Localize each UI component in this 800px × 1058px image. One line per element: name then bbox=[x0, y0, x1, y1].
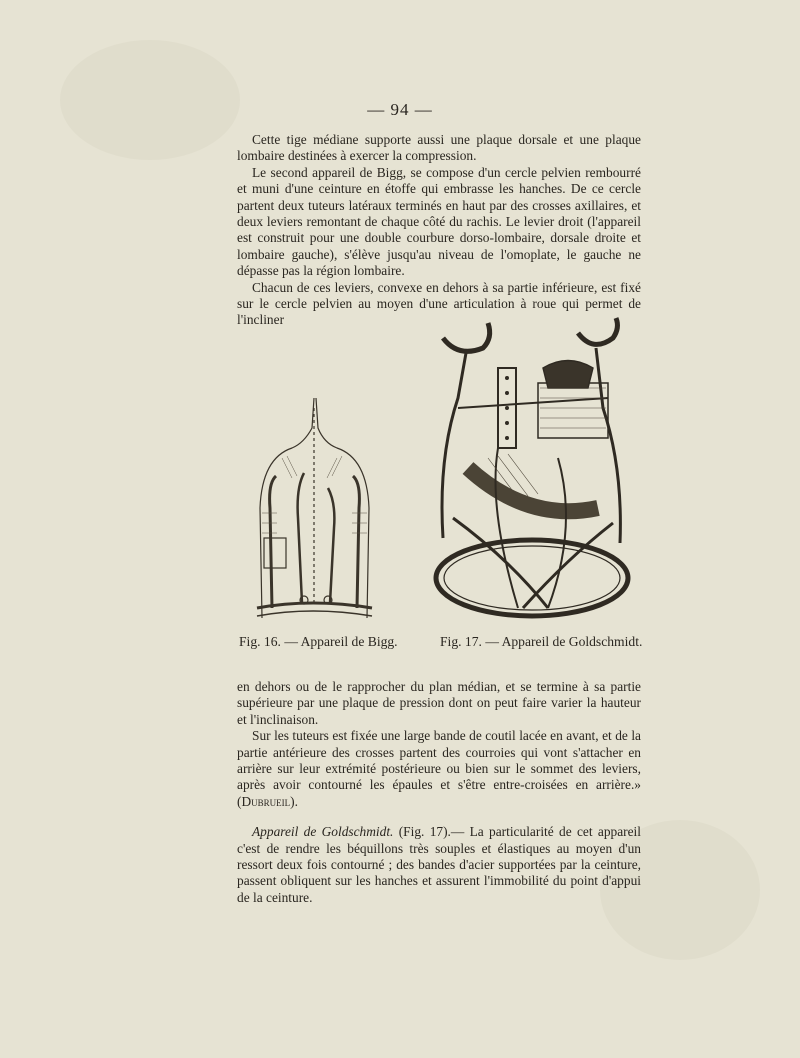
bigg-apparatus-illustration bbox=[242, 388, 382, 628]
figure-17-caption: Fig. 17. — Appareil de Goldschmidt. bbox=[440, 634, 643, 649]
paragraph: Le second appareil de Bigg, se compose d'un cercle pelvien rembourré et muni d'une ceinture en étoffe qui embrasse les hanches. De ce cercle partent deux tuteurs latéraux terminés en haut par des crosses axillaires, et deux leviers remontant de chaque côté du rachis. Le levier droit (l'appareil est construit pour une double courbure dorso-lombaire, dorsale droite et lombaire gauche), s'élève jusqu'au niveau de l'omoplate, le gauche ne dépasse pas la région lombaire. bbox=[237, 164, 641, 279]
paragraph: Cette tige médiane supporte aussi une plaque dorsale et une plaque lombaire destinées à exercer la compression. bbox=[237, 132, 641, 164]
paragraph: Chacun de ces leviers, convexe en dehors à sa partie inférieure, est fixé sur le cercle pelvien au moyen d'une articulation à roue qui permet de l'incliner bbox=[237, 279, 641, 328]
text-block-middle bbox=[237, 679, 641, 906]
goldschmidt-apparatus-illustration bbox=[428, 308, 638, 628]
source-citation: (Dubrueil). bbox=[237, 793, 298, 809]
paragraph-text: Sur les tuteurs est fixée une large bande de coutil lacée en avant, et de la partie antérieure des crosses partent des courroies qui vont s'attacher en arrière sur leur extrémité postérieure ou bien sur le sommet des leviers, après avoir contourné les épaules et s'être entre-croisées en arrière.» bbox=[237, 728, 641, 793]
paragraph bbox=[237, 824, 641, 906]
text-block-top bbox=[237, 132, 641, 329]
paragraph: en dehors ou de le rapprocher du plan médian, et se termine à sa partie supérieure par une plaque de pression dont on peut faire varier la hauteur et l'inclinaison. bbox=[237, 679, 641, 727]
figure-16-caption: Fig. 16. — Appareil de Bigg. bbox=[239, 634, 398, 649]
paragraph bbox=[237, 728, 641, 810]
section-title: Appareil de Goldschmidt. bbox=[252, 824, 394, 840]
figure-area bbox=[236, 308, 646, 648]
paragraph-text: (Fig. 17).— La particularité de cet appareil c'est de rendre les béquillons très souples et élastiques au moyen d'un ressort deux fois contourné ; des bandes d'acier supportées par la ceinture, passent obliquent sur les hanches et assurent l'immobilité du point d'appui de la ceinture. bbox=[237, 824, 641, 905]
page-number: — 94 — bbox=[367, 100, 433, 119]
